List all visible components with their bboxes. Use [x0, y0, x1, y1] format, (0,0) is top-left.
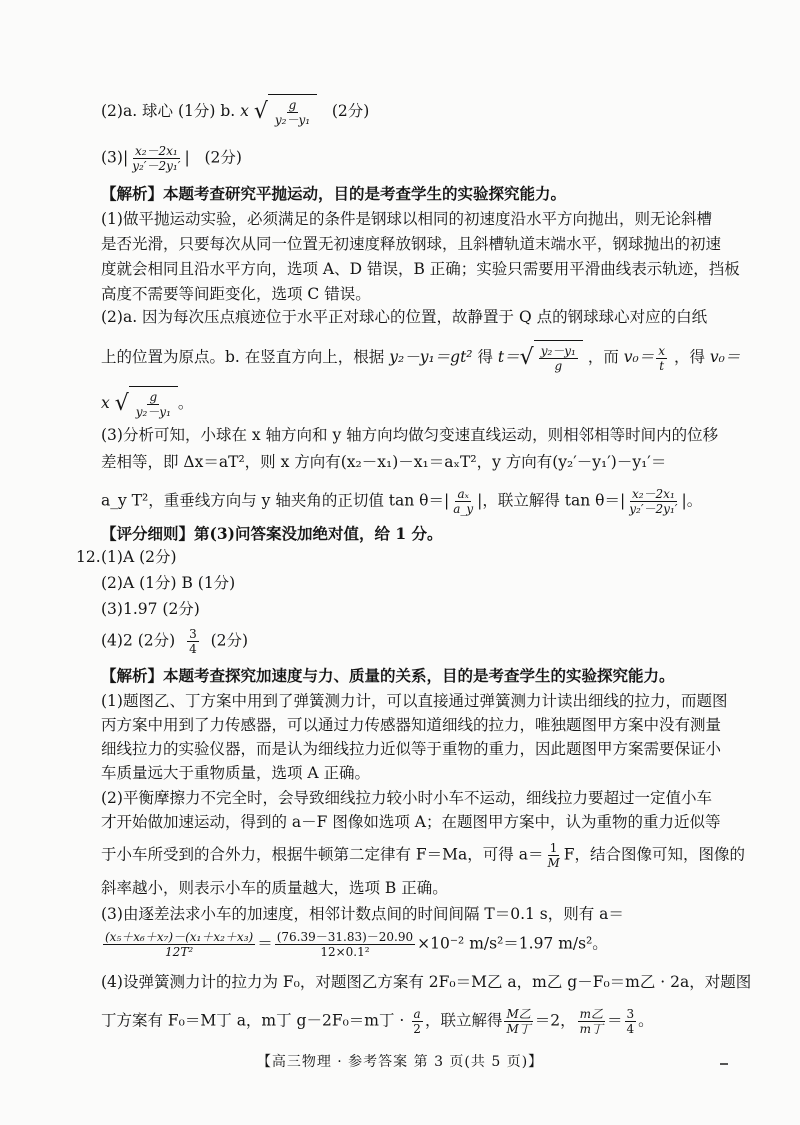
text: 。: [638, 1011, 654, 1030]
score-text: (2分): [331, 102, 370, 120]
q12-s4-line1: (4)设弹簧测力计的拉力为 F₀，对题图乙方案有 2F₀＝M乙 a，m乙 g－F₀＝m乙 · 2a，对题图: [101, 973, 752, 991]
text: ＝2，: [534, 1011, 576, 1030]
q11-s3-line2: 差相等，即 Δx＝aT²，则 x 方向有(x₂－x₁)－x₁＝aₓT²，y 方向有(y₂′－y₁′)－y₁′＝: [101, 453, 667, 471]
text: a_y T²，重垂线方向与 y 轴夹角的正切值 tan θ＝|: [101, 491, 450, 510]
sqrt-formula: √ $\frac{g}{\text{y₂－y₁}}$: [254, 94, 317, 130]
q11-s1-line1: (1)做平抛运动实验，必须满足的条件是钢球以相同的初速度沿水平方向抛出，则无论斜槽: [101, 210, 712, 228]
q11-s1-line4: 高度不需要等间距变化，选项 C 错误。: [101, 285, 371, 303]
q11-s2-line3: x √ $\frac{g}{\text{y₂－y₁}}$ 。: [101, 386, 193, 422]
frac-den: y₂′－2y₁′: [132, 159, 181, 173]
text: ＝: [607, 1011, 623, 1030]
frac-num: 1: [549, 841, 558, 855]
text: (4)2 (2分): [101, 631, 176, 650]
frac-num: x₂－2x₁: [631, 487, 675, 501]
abs-fraction: [130, 144, 182, 173]
q11-2a-text: (2)a. 球心 (1分) b.: [101, 102, 236, 120]
q12-s2-line3: [101, 841, 745, 870]
fraction: [451, 487, 475, 516]
frac-num: M乙: [506, 1007, 531, 1021]
q11-3-text: (3): [101, 148, 123, 167]
frac-num: a: [413, 1007, 421, 1021]
fraction: [578, 1007, 605, 1036]
q12-analysis-heading: 【解析】本题考查探究加速度与力、质量的关系，目的是考查学生的实验探究能力。: [101, 666, 675, 685]
fraction: [627, 487, 679, 516]
text: F，结合图像可知，图像的: [563, 845, 746, 864]
q12-answer-4: [101, 627, 248, 656]
frac-den: 4: [189, 642, 197, 656]
formula: y₂－y₁＝gt²: [389, 348, 473, 366]
frac-num: 3: [189, 627, 197, 641]
frac-num: (x₅＋x₆＋x₇)－(x₁＋x₂＋x₃): [105, 930, 254, 944]
frac-den: y₂′－2y₁′: [629, 502, 678, 516]
q11-answer-2: [101, 94, 369, 130]
frac-den: 12T²: [165, 945, 194, 959]
text: 得: [477, 348, 493, 366]
q11-s2-line2: [101, 340, 740, 376]
text: |。: [681, 491, 703, 510]
q11-analysis-heading: 【解析】本题考查研究平抛运动，目的是考查学生的实验探究能力。: [101, 184, 567, 203]
q11-score-note: 【评分细则】第(3)问答案没加绝对值，给 1 分。: [101, 524, 443, 543]
frac-den: a_y: [453, 502, 474, 516]
q11-s3-line1: (3)分析可知，小球在 x 轴方向和 y 轴方向均做匀变速直线运动，则相邻相等时间内的位移: [101, 426, 719, 444]
frac-num: (76.39－31.83)－20.90: [276, 930, 414, 944]
q12-answer-2: (2)A (1分) B (1分): [101, 574, 236, 592]
fraction: [187, 627, 199, 656]
frac-num: y₂－y₁: [540, 344, 576, 358]
text: ＝: [257, 934, 273, 953]
frac-den: 2: [413, 1022, 421, 1036]
q11-s2-line1: (2)a. 因为每次压点痕迹位于水平正对球心的位置，故静置于 Q 点的钢球球心对应的白纸: [101, 308, 708, 326]
fraction: [625, 1007, 637, 1036]
text: 丁方案有 F₀＝M丁 a，m丁 g－2F₀＝m丁 ·: [101, 1011, 410, 1030]
frac-num: x: [658, 343, 666, 358]
q11-answer-3: (3)| $\frac{\text{x₂－2x₁}}{\text{y₂′－2y₁′}}$ | (2分): [101, 144, 242, 173]
text: 上的位置为原点。b. 在竖直方向上，根据: [101, 348, 385, 366]
text: ，而: [587, 348, 619, 366]
frac-den: 12×0.1²: [320, 945, 370, 959]
fraction: [275, 930, 415, 959]
q12-s1-line1: (1)题图乙、丁方案中用到了弹簧测力计，可以直接通过弹簧测力计读出细线的拉力，而题图: [101, 692, 728, 710]
frac-num: g: [288, 98, 297, 112]
fraction: [504, 1007, 532, 1036]
q11-s1-line2: 是否光滑，只要每次从同一位置无初速度释放钢球，且斜槽轨道末端水平，钢球抛出的初速: [101, 235, 722, 253]
frac-num: m乙: [579, 1007, 604, 1021]
frac-den: y₂－y₁: [135, 405, 171, 419]
formula-x: x: [240, 102, 249, 120]
fraction: [545, 841, 561, 870]
q12-s3-line2: [101, 930, 608, 959]
text: 于小车所受到的合外力，根据牛顿第二定律有 F＝Ma，可得 a＝: [101, 845, 544, 864]
formula: v₀＝: [709, 348, 741, 366]
q12-s4-line2: [101, 1007, 654, 1036]
formula: v₀＝: [623, 348, 655, 366]
sqrt-formula: √ $\frac{g}{\text{y₂－y₁}}$: [115, 386, 178, 422]
q12-s1-line2: 丙方案中用到了力传感器，可以通过力传感器知道细线的拉力，唯独题图甲方案中没有测量: [101, 716, 722, 734]
q12-s3-line1: (3)由逐差法求小车的加速度，相邻计数点间的时间间隔 T＝0.1 s，则有 a＝: [101, 905, 624, 923]
frac-num: 3: [626, 1007, 635, 1021]
frac-num: g: [149, 390, 158, 404]
q11-s1-line3: 度就会相同且沿水平方向，选项 A、D 错误，B 正确；实验只需要用平滑曲线表示轨迹，挡板: [101, 260, 740, 278]
page-footer: 【高三物理 · 参考答案 第 3 页(共 5 页)】: [256, 1054, 544, 1070]
text: ，联立解得: [424, 1011, 503, 1030]
frac-num: aₓ: [457, 487, 469, 501]
q12-s2-line4: 斜率越小，则表示小车的质量越大，选项 B 正确。: [101, 879, 448, 897]
frac-den: y₂－y₁: [274, 113, 311, 127]
text: ×10⁻² m/s²＝1.97 m/s²。: [417, 934, 608, 953]
fraction: [656, 344, 667, 373]
q12-s1-line3: 细线拉力的实验仪器，而是认为细线拉力近似等于重物的重力，因此题图甲方案需要保证小: [101, 740, 722, 758]
q12-number: 12.: [76, 548, 101, 566]
text: (2分): [210, 631, 249, 650]
q12-answer-1: (1)A (2分): [101, 548, 177, 566]
text: |，联立解得 tan θ＝|: [477, 491, 626, 510]
formula-x: x: [101, 394, 110, 412]
score-text: (2分): [204, 148, 242, 167]
q12-s2-line2: 才开始做加速运动，得到的 a－F 图像如选项 A；在题图甲方案中，认为重物的重力近似等: [101, 813, 721, 831]
text: ，得: [673, 348, 705, 366]
sqrt-formula: √ $\frac{\text{y₂－y₁}}{g}$: [520, 340, 583, 376]
scan-mark: [720, 1063, 728, 1065]
frac-den: t: [659, 358, 665, 373]
frac-num: x₂－2x₁: [134, 144, 178, 158]
q12-answer-3: (3)1.97 (2分): [101, 600, 200, 618]
fraction: [103, 930, 255, 959]
formula: t＝: [497, 348, 520, 366]
frac-den: g: [554, 359, 563, 373]
frac-den: 4: [626, 1022, 635, 1036]
q12-s1-line4: 车质量远大于重物质量，选项 A 正确。: [101, 764, 371, 782]
q11-s3-line3: [101, 487, 702, 516]
q12-s2-line1: (2)平衡摩擦力不完全时，会导致细线拉力较小时小车不运动，细线拉力要超过一定值小车: [101, 789, 712, 807]
frac-den: m丁: [579, 1022, 604, 1036]
frac-den: M丁: [506, 1022, 531, 1036]
fraction: [411, 1007, 423, 1036]
frac-den: M: [547, 856, 560, 870]
